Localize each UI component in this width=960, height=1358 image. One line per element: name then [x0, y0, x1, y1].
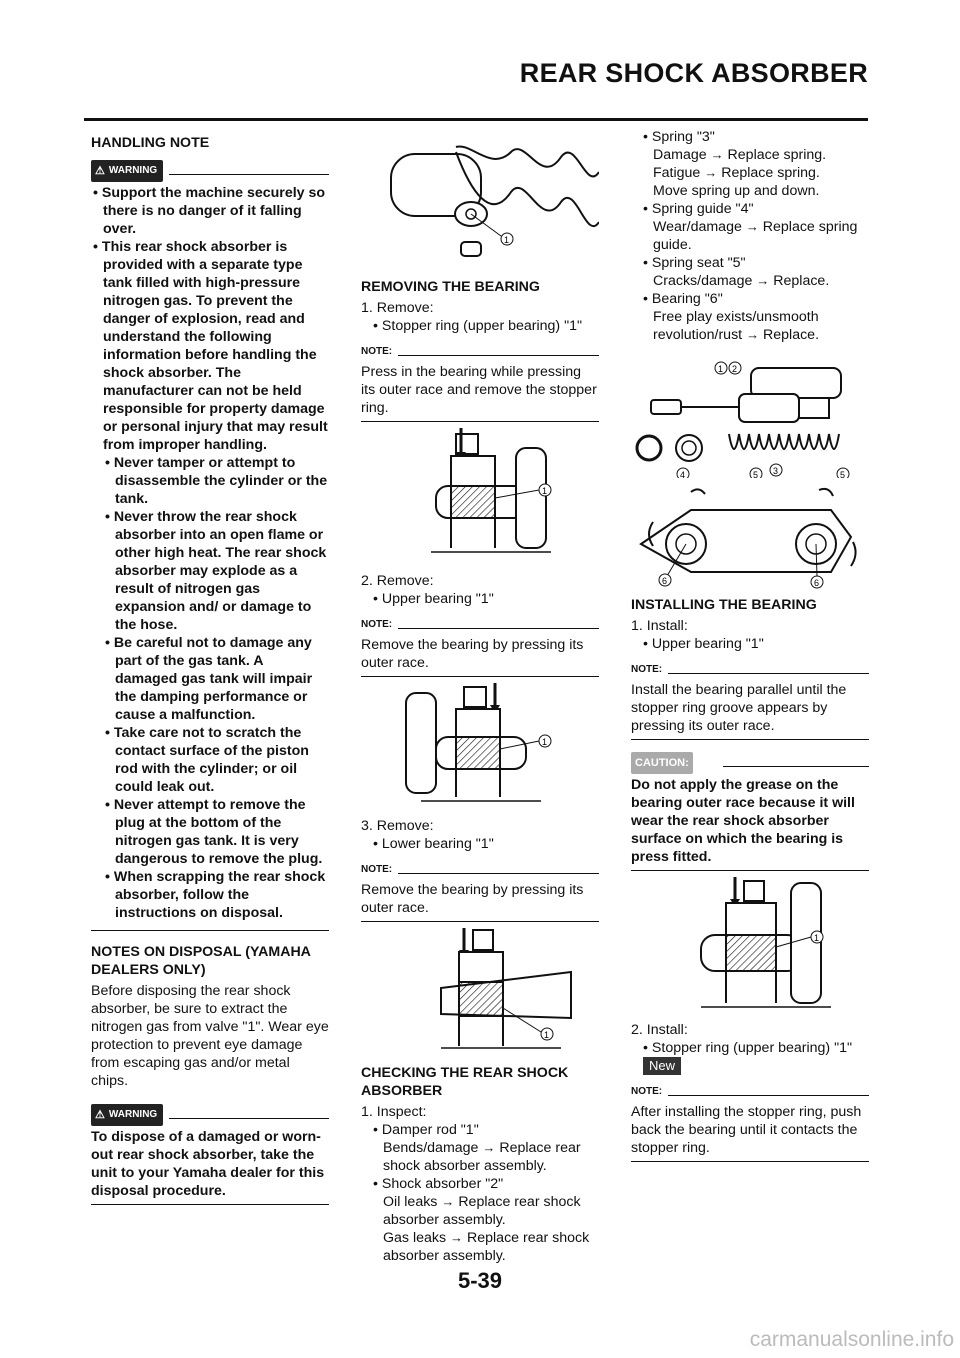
warning-2-text: To dispose of a damaged or worn-out rear shock absorber, take the unit to your Yamaha dealer for this disposal procedure. — [91, 1129, 325, 1199]
arrow-right-icon: → — [756, 273, 770, 288]
bearing-rotation-illustration — [631, 482, 869, 590]
warning-item: • Support the machine securely so there is no danger of it falling over. — [93, 185, 326, 237]
handling-note-heading: HANDLING NOTE — [91, 135, 210, 151]
svg-text:1: 1 — [504, 235, 510, 245]
arrow-right-icon: → — [450, 1230, 464, 1245]
shock-valve-illustration — [361, 132, 599, 272]
sub-warning-item: • Be careful not to damage any part of the gas tank. A damaged gas tank will impair the damping performance or cause a malfunction. — [105, 635, 313, 723]
bearing-press-illustration-2 — [361, 683, 599, 813]
sub-warning-item: • Never throw the rear shock absorber into an open flame or other high heat. The rear shock absorber may explode as a result of nitrogen gas expansion and/ or damage to the hose. — [105, 509, 327, 633]
column-3: • Spring "3" Damage → Replace spring. Fatigue → Replace spring. Move spring up and down. • Spring guide "4" Wear/damage → Replace spring guide. • Spring seat "5" Cracks/damage → Replace. • Bearing "6" Free play exists/unsmooth revolution/rust → Replace. 1 2 4 5 3 5 6 6 INSTALLING THE BEARING 1. Install: • Upper bearing "1" NOTE: Install the bearing parallel until the stopper ring groove appears by pressing its outer race. CAUTION: Do not apply the grease on the bearing outer race because it will wear the rear shock absorber surface on which the bearing is press fitted. 1 2. Install: • Stopper ring (upper bearing) "1" New NOTE: After installing the stopper ring, push back the bearing until it contacts the stopper ring. — [631, 128, 869, 1168]
note-header: NOTE: — [361, 616, 599, 634]
note-text: Press in the bearing while pressing its outer race and remove the stopper ring. — [361, 364, 597, 416]
warning-triangle-icon: ⚠ — [95, 1109, 105, 1121]
svg-text:5: 5 — [753, 470, 759, 478]
note-text: After installing the stopper ring, push back the bearing until it contacts the stopper ring. — [631, 1104, 862, 1156]
watermark: carmanualsonline.info — [749, 1328, 954, 1351]
svg-text:2: 2 — [732, 364, 738, 374]
header-rule — [84, 118, 868, 121]
bearing-install-illustration — [631, 877, 869, 1017]
caution-badge: CAUTION: — [631, 752, 693, 774]
arrow-right-icon: → — [482, 1140, 496, 1155]
caution-text: Do not apply the grease on the bearing outer race because it will wear the rear shock absorber surface on which the bearing is press fitted. — [631, 777, 855, 865]
warning-badge: ⚠ WARNING — [91, 160, 163, 182]
svg-text:6: 6 — [814, 578, 820, 588]
svg-text:3: 3 — [773, 466, 779, 476]
sub-warning-item: • Never attempt to remove the plug at the bottom of the nitrogen gas tank. It is very dangerous to remove the plug. — [105, 797, 323, 867]
shock-parts-illustration — [631, 348, 869, 478]
note-text: Remove the bearing by pressing its outer race. — [361, 882, 584, 916]
svg-text:4: 4 — [680, 470, 686, 478]
installing-heading: INSTALLING THE BEARING — [631, 597, 817, 613]
caution-header — [631, 752, 869, 774]
sub-warning-item: • Never tamper or attempt to disassemble the cylinder or the tank. — [105, 455, 328, 507]
sub-warning-item: • When scrapping the rear shock absorber, follow the instructions on disposal. — [105, 869, 326, 921]
disposal-text: Before disposing the rear shock absorber, be sure to extract the nitrogen gas from valve "1". Wear eye protection to prevent eye damage from escaping gas and/or metal chips. — [91, 983, 329, 1089]
bearing-press-illustration-1 — [361, 428, 599, 568]
svg-text:1: 1 — [544, 1030, 550, 1040]
svg-text:6: 6 — [662, 576, 668, 586]
page-title: REAR SHOCK ABSORBER — [519, 58, 868, 88]
svg-text:1: 1 — [718, 364, 724, 374]
removing-heading: REMOVING THE BEARING — [361, 279, 540, 295]
warning-header-2 — [91, 1104, 329, 1126]
column-2: 1 REMOVING THE BEARING 1. Remove: • Stopper ring (upper bearing) "1" NOTE: Press in the bearing while pressing its outer race and remove the stopper ring. 1 2. Remove: • Upper bearing "1" NOTE: Remove the bearing by pressing its outer race. 1 3. Remove: • Lower bearing "1" NOTE: Remove the bearing by pressing its outer race. 1 CHECKING THE REAR SHOCK ABSORBER 1. Inspect: • Damper rod "1" Bends/damage → Replace rear shock absorber assembly. • Shock absorber "2" Oil leaks → Replace rear shock absorber assembly. Gas leaks → Replace rear shock absorber assembly. — [361, 128, 599, 1265]
bearing-press-illustration-3 — [361, 928, 599, 1058]
note-text: Install the bearing parallel until the stopper ring groove appears by pressing its outer race. — [631, 682, 847, 734]
sub-warning-item: • Take care not to scratch the contact surface of the piston rod with the cylinder; or oil could leak out. — [105, 725, 309, 795]
arrow-right-icon: → — [441, 1194, 455, 1209]
page-number: 5-39 — [457, 1268, 503, 1293]
svg-text:5: 5 — [840, 470, 846, 478]
note-text: Remove the bearing by pressing its outer race. — [361, 637, 584, 671]
svg-text:1: 1 — [542, 737, 548, 747]
arrow-right-icon: → — [704, 165, 718, 180]
disposal-heading: NOTES ON DISPOSAL (YAMAHA DEALERS ONLY) — [91, 944, 311, 978]
warning-item: • This rear shock absorber is provided with a separate type tank filled with high-pressure nitrogen gas. To prevent the danger of explosion, read and understand the following information before handling the shock absorber. The manufacturer can not be held responsible for property damage or personal injury that may result from improper handling. — [93, 239, 328, 453]
svg-text:1: 1 — [814, 933, 820, 943]
arrow-right-icon: → — [710, 147, 724, 162]
arrow-right-icon: → — [746, 327, 760, 342]
warning-triangle-icon: ⚠ — [95, 165, 105, 177]
note-header: NOTE: — [361, 861, 599, 879]
warning-header — [91, 160, 329, 182]
warning-badge: ⚠ WARNING — [91, 1104, 163, 1126]
note-header: NOTE: — [631, 661, 869, 679]
column-1 — [91, 128, 329, 1211]
checking-heading: CHECKING THE REAR SHOCK ABSORBER — [361, 1065, 569, 1099]
arrow-right-icon: → — [745, 219, 759, 234]
svg-text:1: 1 — [542, 486, 548, 496]
note-header: NOTE: — [361, 343, 599, 361]
new-part-badge: New — [643, 1057, 681, 1075]
note-header: NOTE: — [631, 1083, 869, 1101]
